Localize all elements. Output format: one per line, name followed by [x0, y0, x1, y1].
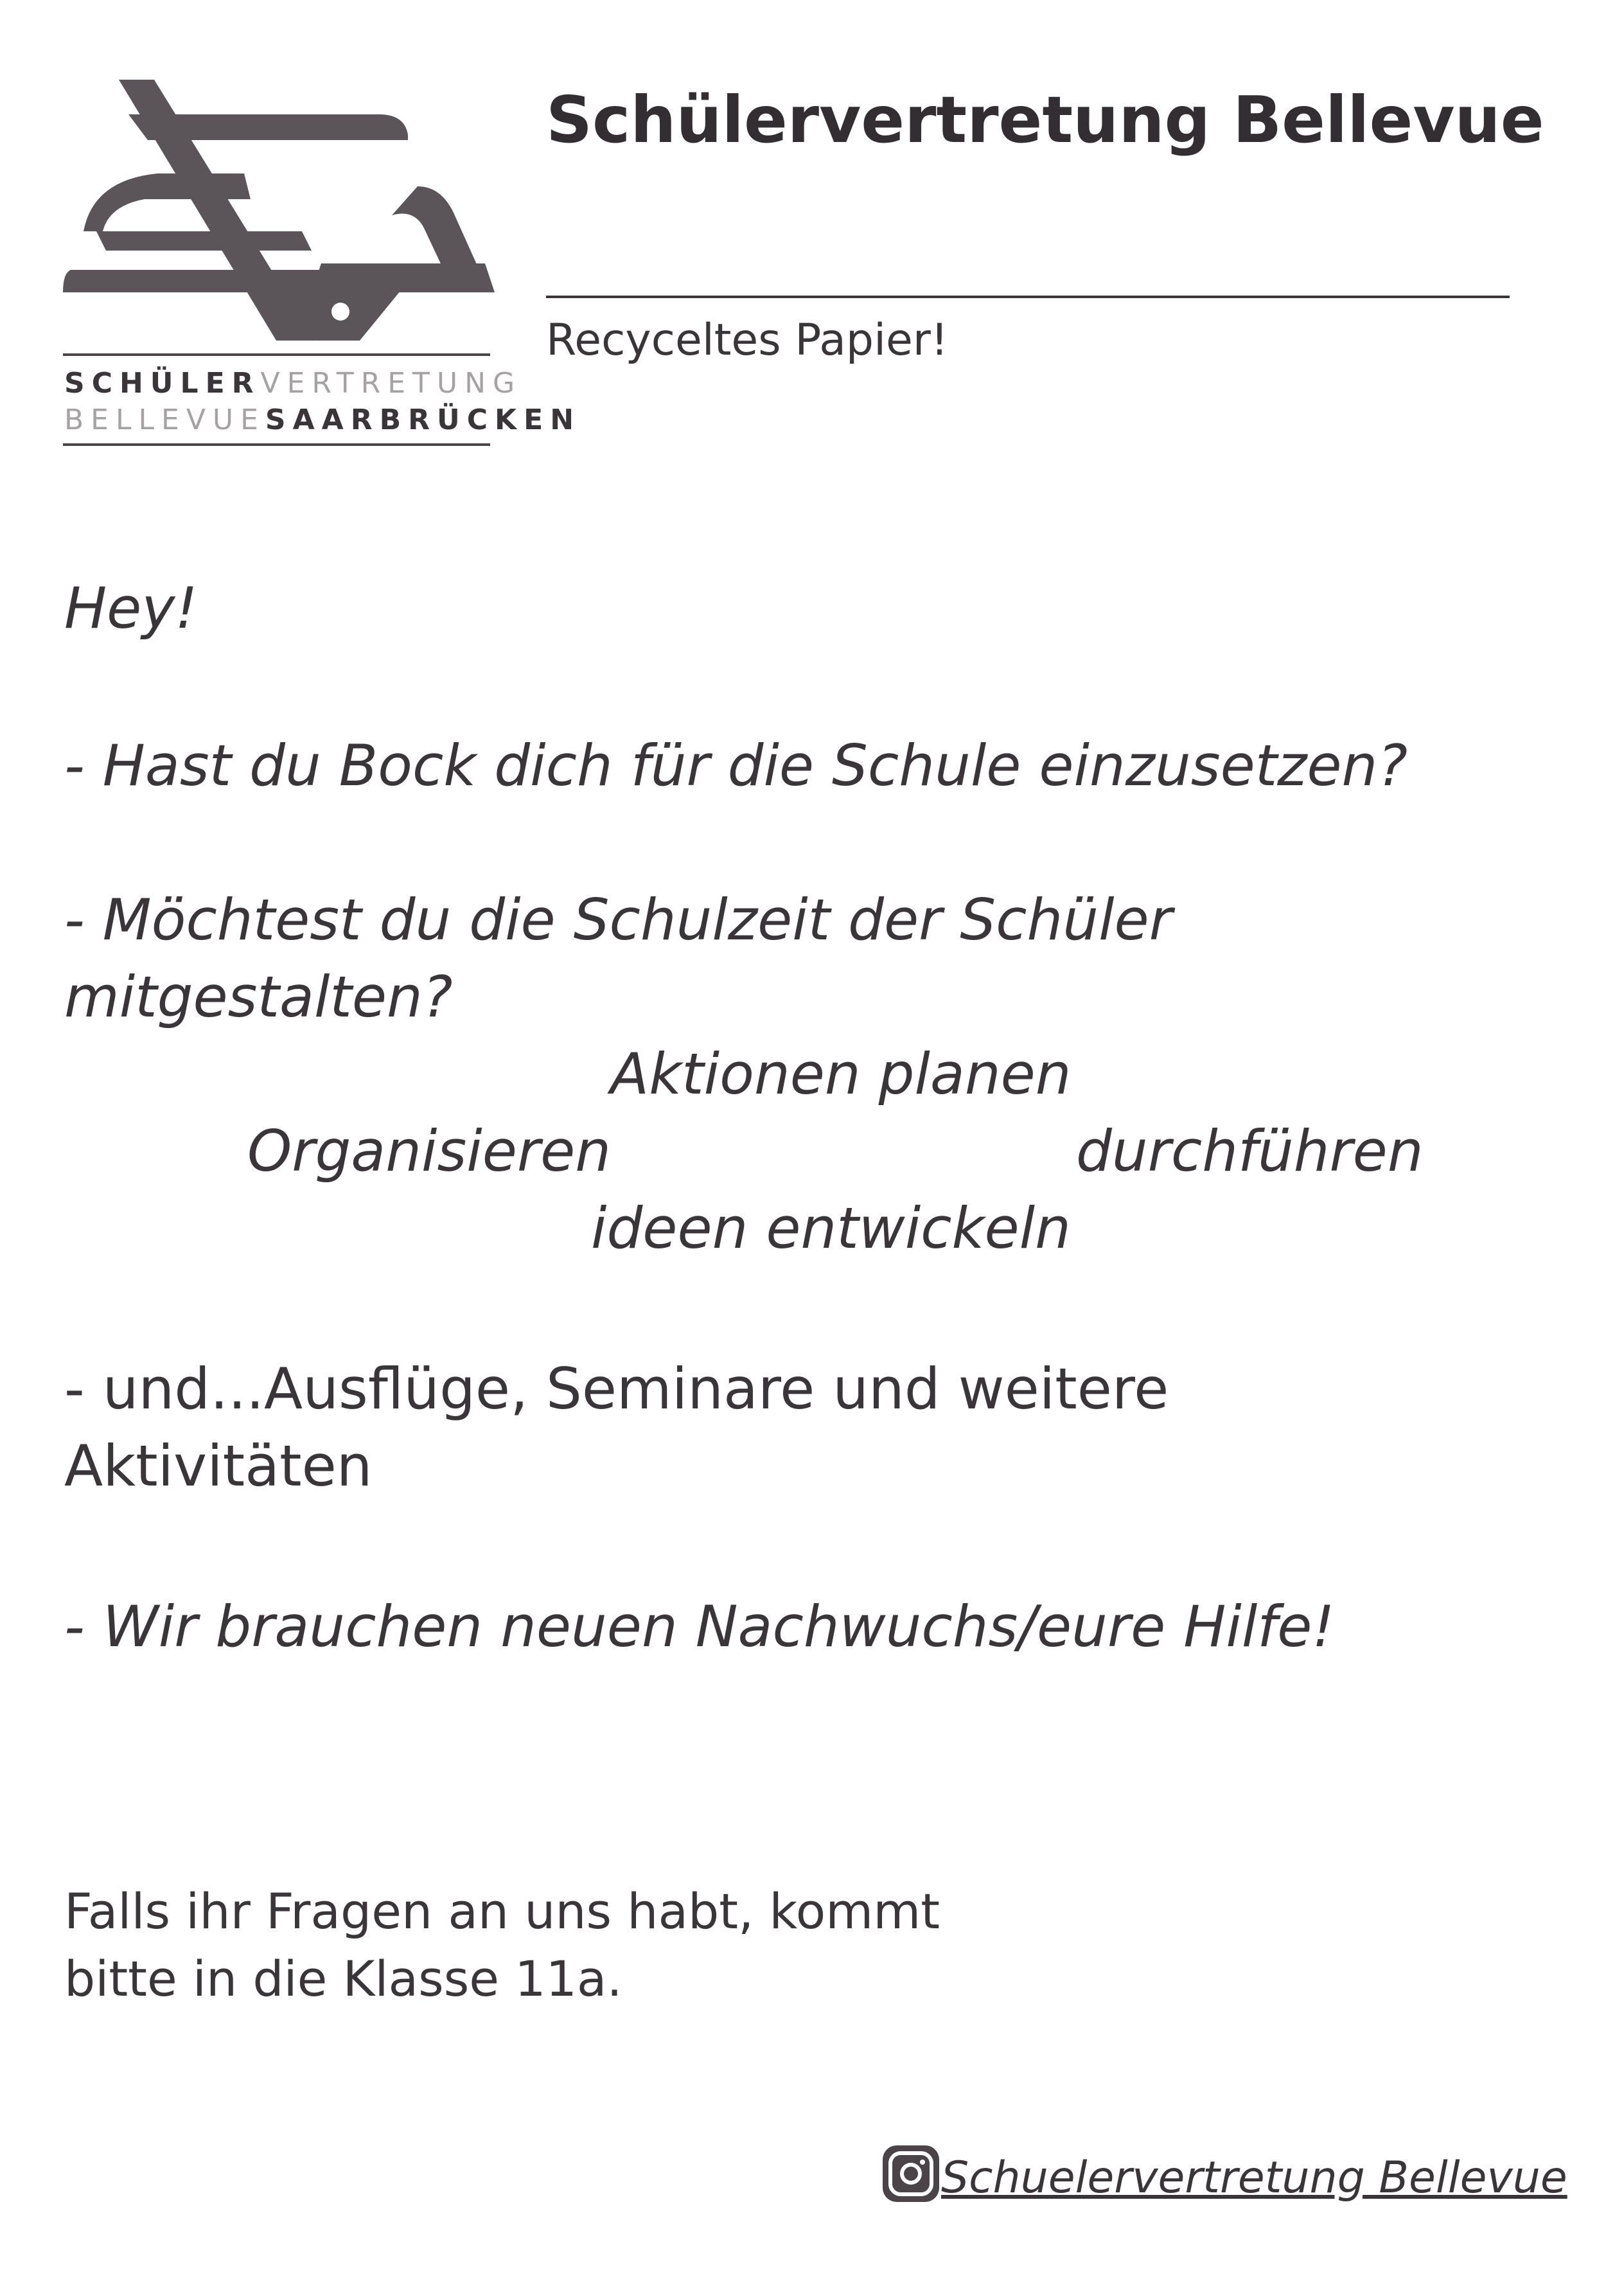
logo-text-bellevue: BELLEVUE [64, 404, 265, 436]
logo-rule-top [63, 353, 490, 356]
logo-text-line2 [64, 404, 581, 436]
call-to-action: - Wir brauchen neuen Nachwuchs/eure Hilfe! [64, 1593, 1335, 1660]
sv-emblem-icon [58, 71, 495, 347]
contact-line2: bitte in die Klasse 11a. [64, 1950, 622, 2007]
instagram-handle-link[interactable]: Schuelervertretung Bellevue [941, 2152, 1567, 2203]
recycled-paper-note: Recyceltes Papier! [546, 315, 949, 366]
activity-plan-actions: Aktionen planen [610, 1041, 1072, 1107]
logo-rule-bottom [63, 443, 490, 446]
logo-text-line1 [64, 367, 522, 400]
question-engage: - Hast du Bock dich für die Schule einzusetzen? [64, 732, 1408, 799]
logo-text-saarbruecken: SAARBRÜCKEN [265, 404, 581, 436]
activity-develop-ideas: ideen entwickeln [591, 1195, 1071, 1261]
extras-line2: Aktivitäten [64, 1433, 373, 1499]
contact-line1: Falls ihr Fragen an uns habt, kommt [64, 1883, 940, 1940]
header-divider [546, 296, 1510, 298]
school-logo [58, 71, 581, 450]
logo-text-schueler: SCHÜLER [64, 367, 261, 400]
activity-organize: Organisieren [247, 1118, 611, 1184]
greeting: Hey! [64, 575, 198, 641]
page-title: Schülervertretung Bellevue [546, 82, 1544, 157]
instagram-icon [880, 2143, 942, 2205]
activity-execute: durchführen [1076, 1118, 1424, 1184]
question-shape-line1: - Möchtest du die Schulzeit der Schüler [64, 887, 1172, 953]
extras-line1: - und...Ausflüge, Seminare und weitere [64, 1356, 1169, 1422]
question-shape-line2: mitgestalten? [64, 964, 453, 1030]
logo-text-vertretung: VERTRETUNG [260, 367, 522, 400]
